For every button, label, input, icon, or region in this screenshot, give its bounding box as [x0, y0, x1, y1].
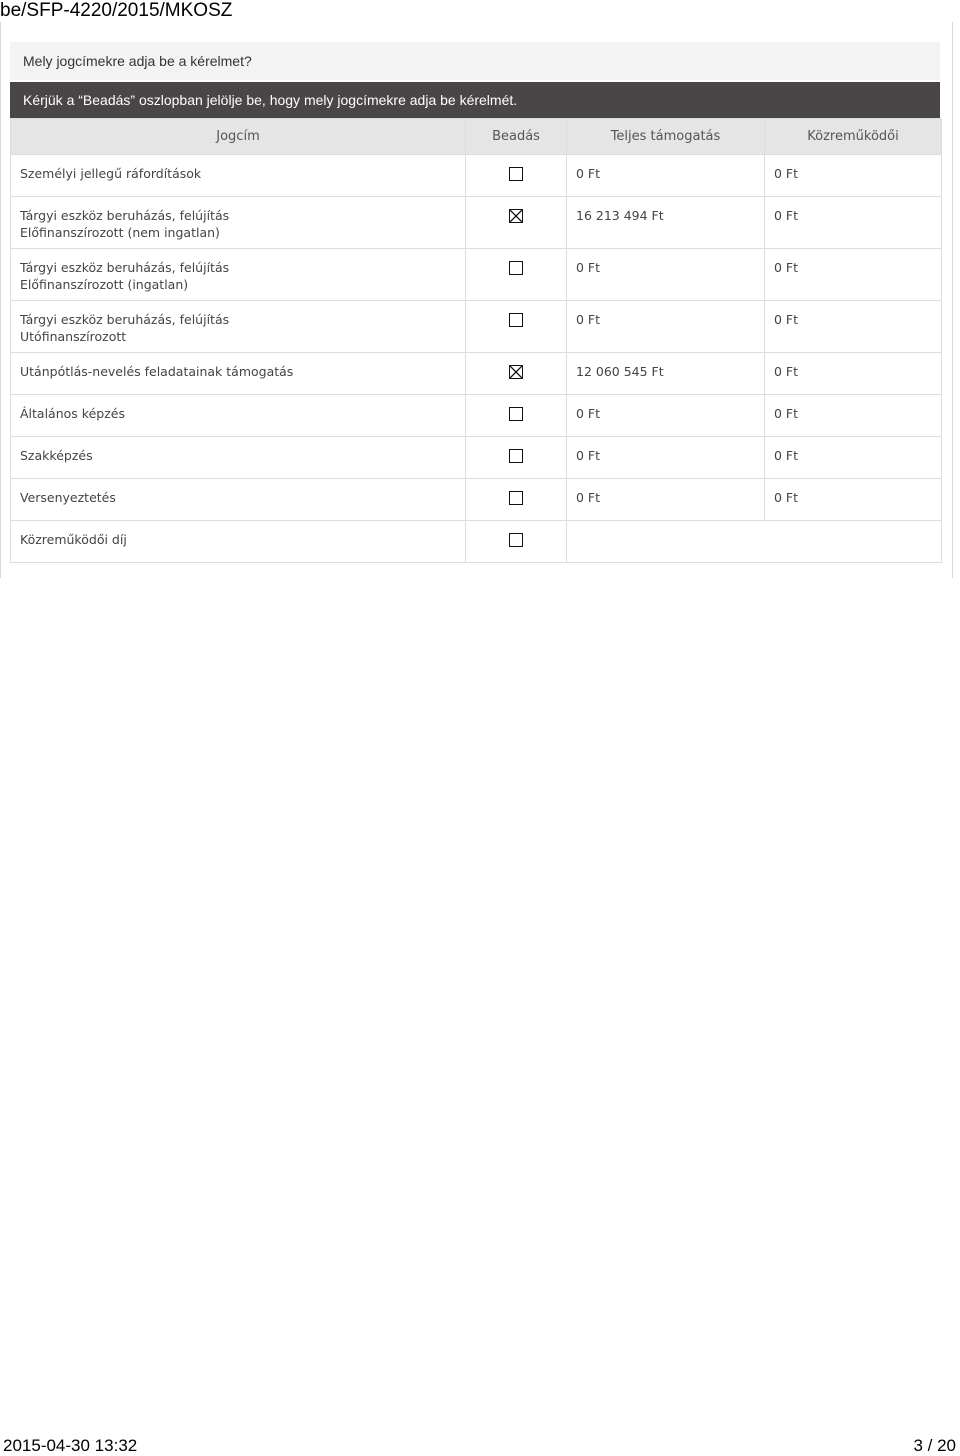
- cross-mark-icon: [510, 366, 522, 378]
- intermediary-fee-value: 0 Ft: [765, 249, 942, 301]
- claim-label-cell: [11, 395, 466, 437]
- claim-label: Utánpótlás-nevelés feladatainak támogatás: [20, 364, 294, 379]
- unchecked-checkbox[interactable]: [509, 261, 523, 275]
- table-row: [11, 437, 942, 479]
- table-row: [11, 249, 942, 301]
- claim-label: Tárgyi eszköz beruházás, felújítás: [20, 312, 230, 327]
- unchecked-checkbox[interactable]: [509, 313, 523, 327]
- claim-label: Előfinanszírozott (nem ingatlan): [20, 225, 220, 240]
- column-header-jogcim: Jogcím: [11, 119, 466, 155]
- submission-cell: [466, 353, 567, 395]
- claim-label-cell: [11, 249, 466, 301]
- unchecked-checkbox[interactable]: [509, 491, 523, 505]
- total-support-value: 0 Ft: [567, 479, 765, 521]
- intermediary-fee-value: 0 Ft: [765, 353, 942, 395]
- section-title: Mely jogcímekre adja be a kérelmet?: [10, 42, 940, 80]
- unchecked-checkbox[interactable]: [509, 407, 523, 421]
- intermediary-fee-value: 0 Ft: [765, 301, 942, 353]
- claim-label-cell: [11, 353, 466, 395]
- unchecked-checkbox[interactable]: [509, 167, 523, 181]
- document-id: be/SFP-4220/2015/MKOSZ: [0, 0, 233, 21]
- checked-checkbox[interactable]: [509, 365, 523, 379]
- total-support-value: 0 Ft: [567, 155, 765, 197]
- table-row: [11, 479, 942, 521]
- unchecked-checkbox[interactable]: [509, 533, 523, 547]
- submission-cell: [466, 249, 567, 301]
- submission-cell: [466, 395, 567, 437]
- claim-label-cell: [11, 197, 466, 249]
- claim-label-cell: [11, 479, 466, 521]
- intermediary-fee-value: 0 Ft: [765, 197, 942, 249]
- claim-label: Utófinanszírozott: [20, 329, 127, 344]
- table-header-row: [11, 119, 942, 155]
- submission-cell: [466, 521, 567, 563]
- column-header-teljes-tamogatas: Teljes támogatás: [567, 119, 765, 155]
- total-support-value: 0 Ft: [567, 301, 765, 353]
- submission-cell: [466, 301, 567, 353]
- claim-label: Előfinanszírozott (ingatlan): [20, 277, 189, 292]
- instruction-bar: Kérjük a “Beadás” oszlopban jelölje be, hogy mely jogcímekre adja be kérelmét.: [10, 82, 940, 118]
- submission-cell: [466, 155, 567, 197]
- empty-amount-cell: [567, 521, 942, 563]
- cross-mark-icon: [510, 210, 522, 222]
- claim-label-cell: [11, 437, 466, 479]
- claim-label: Tárgyi eszköz beruházás, felújítás: [20, 260, 230, 275]
- total-support-value: 0 Ft: [567, 395, 765, 437]
- checked-checkbox[interactable]: [509, 209, 523, 223]
- claim-label-cell: [11, 521, 466, 563]
- total-support-value: 0 Ft: [567, 249, 765, 301]
- table-row: [11, 197, 942, 249]
- claims-table: [10, 118, 942, 563]
- intermediary-fee-value: 0 Ft: [765, 155, 942, 197]
- column-header-beadas: Beadás: [466, 119, 567, 155]
- intermediary-fee-value: 0 Ft: [765, 479, 942, 521]
- submission-cell: [466, 197, 567, 249]
- table-row: [11, 155, 942, 197]
- print-timestamp: 2015-04-30 13:32: [3, 1436, 138, 1455]
- claim-label-cell: [11, 301, 466, 353]
- claim-label: Tárgyi eszköz beruházás, felújítás: [20, 208, 230, 223]
- table-row: [11, 301, 942, 353]
- table-row: [11, 395, 942, 437]
- submission-cell: [466, 437, 567, 479]
- claim-label-cell: [11, 155, 466, 197]
- claim-label: Versenyeztetés: [20, 490, 116, 505]
- claim-label: Személyi jellegű ráfordítások: [20, 166, 202, 181]
- claim-label: Általános képzés: [20, 406, 125, 421]
- total-support-value: 0 Ft: [567, 437, 765, 479]
- total-support-value: 16 213 494 Ft: [567, 197, 765, 249]
- intermediary-fee-value: 0 Ft: [765, 437, 942, 479]
- table-row: [11, 521, 942, 563]
- table-row: [11, 353, 942, 395]
- unchecked-checkbox[interactable]: [509, 449, 523, 463]
- page-number: 3 / 20: [913, 1436, 956, 1455]
- claim-label: Közreműködői díj: [20, 532, 127, 547]
- intermediary-fee-value: 0 Ft: [765, 395, 942, 437]
- total-support-value: 12 060 545 Ft: [567, 353, 765, 395]
- claim-label: Szakképzés: [20, 448, 93, 463]
- submission-cell: [466, 479, 567, 521]
- column-header-kozremukodoi: Közreműködői: [765, 119, 942, 155]
